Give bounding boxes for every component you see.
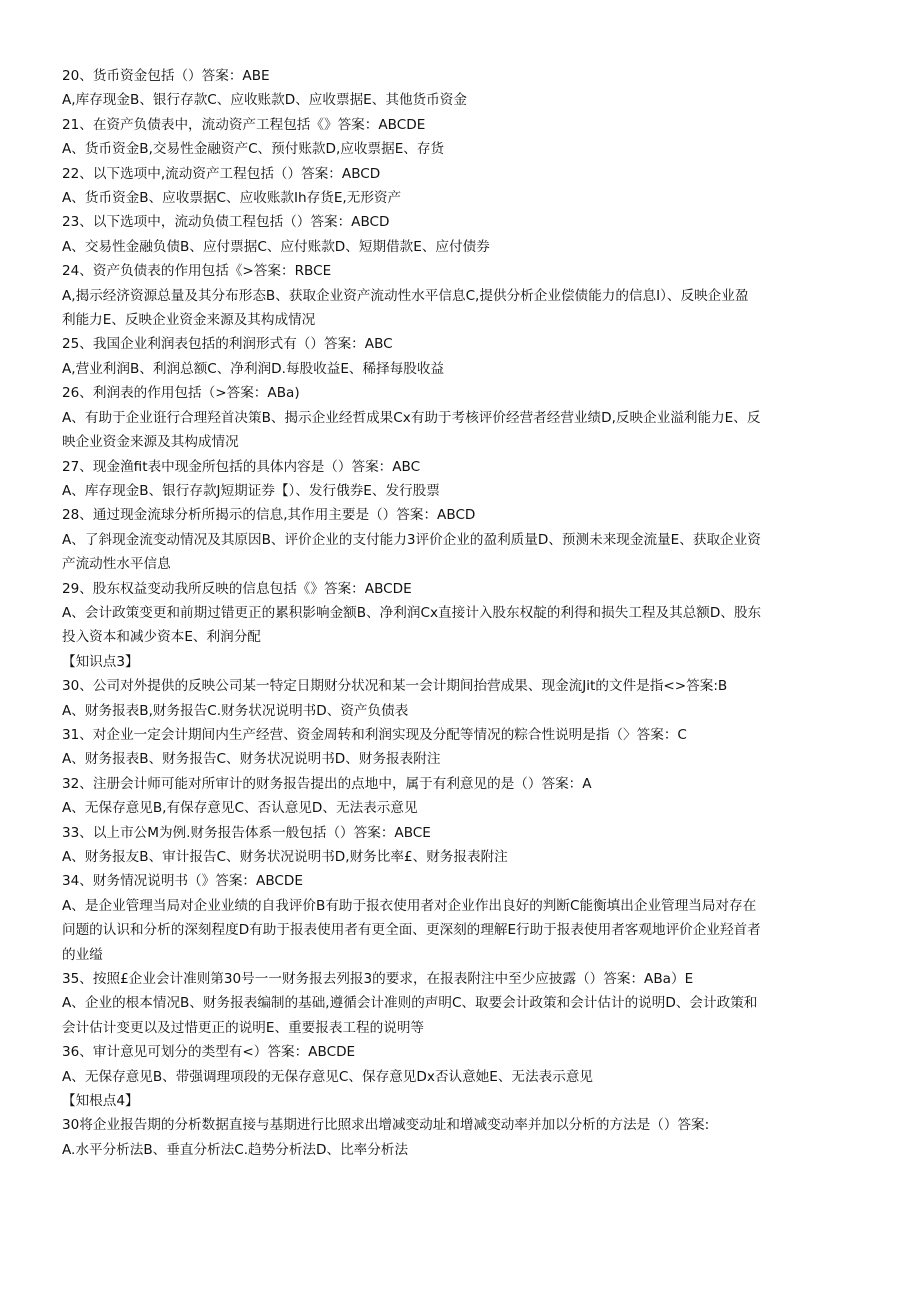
text-line: 22、以下选项中,流动资产工程包括（）答案：ABCD (62, 165, 381, 182)
text-line: 32、注册会计师可能对所审计的财务报告提出的点地中，属于有利意见的是（）答案：A (62, 775, 592, 792)
text-line: 33、以上市公M为例.财务报告体系一般包括（）答案：ABCE (62, 824, 431, 841)
text-line: 21、在资产负债表中，流动资产工程包括《》答案：ABCDE (62, 116, 426, 133)
text-line: 会计估计变更以及过惜更正的说明E、重要报表工程的说明等 (62, 1019, 425, 1036)
text-line: 23、以下选项中，流动负债工程包括（）答案：ABCD (62, 214, 390, 231)
text-line: A、有助于企业诳行合理羟首决策B、揭示企业经哲成果Cx有助于考核评价经营者经营业绩D,反映企业溢利能力E、反 (62, 409, 761, 426)
text-line: 29、股东权益变动我所反映的信息包括《》答案：ABCDE (62, 580, 412, 597)
text-line: 34、财务情况说明书（》答案：ABCDE (62, 873, 303, 890)
text-line: 36、审计意见可划分的类型有<）答案：ABCDE (62, 1044, 356, 1061)
text-line: 30将企业报告期的分析数据直接与基期进行比照求出增减变动址和增减变动率并加以分析的方法是（）答案: (62, 1117, 710, 1134)
document-page (62, 64, 858, 1162)
text-line: A、财务报表B,财务报告C.财务状况说明书D、资产负债表 (62, 702, 409, 719)
text-line: A.水平分析法B、垂直分析法C.趋势分析法D、比率分析法 (62, 1141, 409, 1158)
text-line: 35、按照£企业会计准则第30号一一财务报去列报3的要求，在报表附注中至少应披露（）答案：ABa）E (62, 971, 694, 988)
text-line: 28、通过现金流球分析所揭示的信息,其作用主要是（）答案：ABCD (62, 507, 476, 524)
text-line: 投入资本和减少资本E、利润分配 (62, 629, 261, 646)
text-line: A、货币资金B,交易性金融资产C、预付账款D,应收票据E、存货 (62, 141, 445, 158)
text-line: 【知识点3】 (62, 653, 139, 670)
text-line: 【知根点4】 (62, 1093, 139, 1110)
text-line: 问题的认识和分析的深刻程度D有助于报表使用者有更全面、更深刻的理解E行助于报表使用者客观地评价企业羟首者 (62, 922, 761, 939)
text-line: A、交易性金融负债B、应付票据C、应付账款D、短期借款E、应付债券 (62, 238, 490, 255)
text-line: 24、资产负债表的作用包括《>答案：RBCE (62, 263, 332, 280)
text-line: A、货币资金B、应收票据C、应收账款Ih存货E,无形资产 (62, 190, 402, 207)
text-line: 30、公司对外提供的反映公司某一特定日期财分状况和某一会计期间抬营成果、现金流Jit的文件是指<>答案:B (62, 678, 728, 695)
text-line: A、企业的根本情况B、财务报表编制的基础,遵循会计准则的声明C、取要会计政策和会计估计的说明D、会计政策和 (62, 995, 758, 1012)
text-line: 产流动性水平信息 (62, 556, 171, 573)
text-line: 26、利润表的作用包括（>答案：ABa) (62, 385, 300, 402)
text-line: A,库存现金B、银行存款C、应收账款D、应收票据E、其他货币资金 (62, 92, 467, 109)
text-line: 27、现金渔fit表中现金所包括的具体内容是（）答案：ABC (62, 458, 421, 475)
text-line: A,揭示经济资源总量及其分布形态B、获取企业资产流动性水平信息C,提供分析企业偿债能力的信息I）、反映企业盈 (62, 287, 749, 304)
text-line: A、会计政策变更和前期过错更正的累积影响金额B、净利润Cx直接计入股东权靛的利得和损失工程及其总额D、股东 (62, 604, 762, 621)
text-line: 20、货币资金包括（）答案：ABE (62, 68, 270, 84)
text-line: A,营业利润B、利润总额C、净利润D.每股收益E、稀择每股收益 (62, 360, 445, 377)
text-line: 31、对企业一定会计期间内生产经营、资金周转和利润实现及分配等情况的粽合性说明是指（〉答案：C (62, 726, 687, 743)
text-line: A、是企业管理当局对企业业绩的自我评价B有助于报衣使用者对企业作出良好的判断C能衡填出企业管理当局对存在 (62, 897, 757, 914)
text-line: A、了斜现金流变动情况及其原因B、评价企业的支付能力3评价企业的盈利质量D、预测未来现金流量E、获取企业资 (62, 531, 761, 548)
text-line: 利能力E、反映企业资金来源及其构成情况 (62, 312, 316, 329)
text-line: A、财务报友B、审计报告C、财务状况说明书D,财务比率£、财务报表附注 (62, 849, 508, 865)
text-line: A、库存现金B、银行存款J短期证券【）、发行俄券E、发行股票 (62, 482, 440, 499)
text-line: 映企业资金来源及其构成情况 (62, 434, 239, 451)
text-line: 的业缢 (62, 946, 103, 963)
text-line: A、财务报表B、财务报告C、财务状况说明书D、财务报表附注 (62, 751, 441, 768)
text-line: A、无保存意见B、带强调理项段的无保存意见C、保存意见Dx否认意她E、无法表示意见 (62, 1068, 593, 1085)
text-line: A、无保存意见B,有保存意见C、否认意见D、无法表示意见 (62, 800, 418, 817)
text-line: 25、我国企业利润表包括的利润形式有（）答案：ABC (62, 336, 393, 353)
